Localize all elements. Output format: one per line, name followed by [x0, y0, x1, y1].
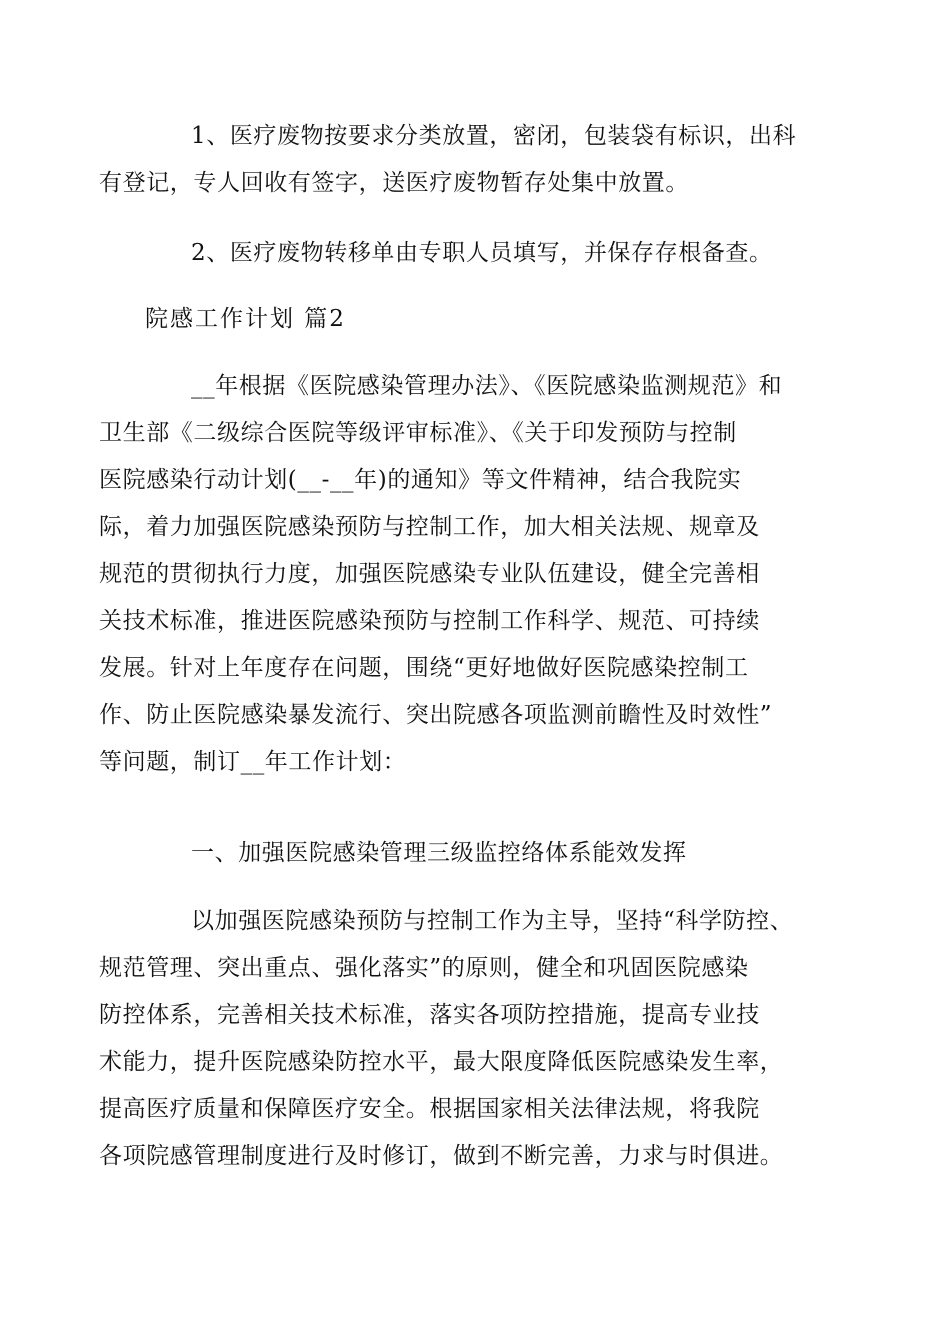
text-line: 1、医疗废物按要求分类放置，密闭，包装袋有标识，出科	[191, 123, 797, 149]
text-line: 提高医疗质量和保障医疗安全。根据国家相关法律法规，将我院	[99, 1096, 760, 1122]
text-line: 发展。针对上年度存在问题，围绕“更好地做好医院感染控制工	[99, 655, 749, 681]
text-line: 术能力，提升医院感染防控水平，最大限度降低医院感染发生率，	[99, 1049, 784, 1075]
text-line: 2、医疗废物转移单由专职人员填写，并保存存根备查。	[191, 240, 773, 266]
paragraph-plan-intro	[99, 363, 815, 786]
text-line: 作、防止医院感染暴发流行、突出院感各项监测前瞻性及时效性”	[99, 702, 773, 728]
text-line: 规范管理、突出重点、强化落实”的原则，健全和巩固医院感染	[99, 955, 749, 981]
text-line: 卫生部《二级综合医院等级评审标准》、《关于印发预防与控制	[99, 420, 737, 446]
text-line: __年根据《医院感染管理办法》、《医院感染监测规范》和	[191, 373, 783, 399]
text-line: 等问题，制订__年工作计划：	[99, 749, 407, 775]
paragraph-section-one-body	[99, 898, 815, 1180]
text-line: 防控体系，完善相关技术标准，落实各项防控措施，提高专业技	[99, 1002, 760, 1028]
paragraph-waste-transfer	[145, 230, 815, 277]
text-line: 各项院感管理制度进行及时修订，做到不断完善，力求与时俱进。	[99, 1143, 784, 1169]
text-line: 规范的贯彻执行力度，加强医院感染专业队伍建设，健全完善相	[99, 561, 760, 587]
text-line: 关技术标准，推进医院感染预防与控制工作科学、规范、可持续	[99, 608, 760, 634]
text-line: 际，着力加强医院感染预防与控制工作，加大相关法规、规章及	[99, 514, 760, 540]
text-line: 以加强医院感染预防与控制工作为主导，坚持“科学防控、	[191, 908, 794, 934]
text-line: 有登记，专人回收有签字，送医疗废物暂存处集中放置。	[99, 170, 689, 196]
text-line: 一、加强医院感染管理三级监控络体系能效发挥	[191, 840, 687, 866]
text-line: 医院感染行动计划(__-__年)的通知》等文件精神，结合我院实	[99, 467, 742, 493]
section-heading: 院感工作计划 篇2	[145, 306, 346, 332]
paragraph-section-one-title	[145, 830, 815, 877]
paragraph-waste-classification	[99, 113, 815, 207]
